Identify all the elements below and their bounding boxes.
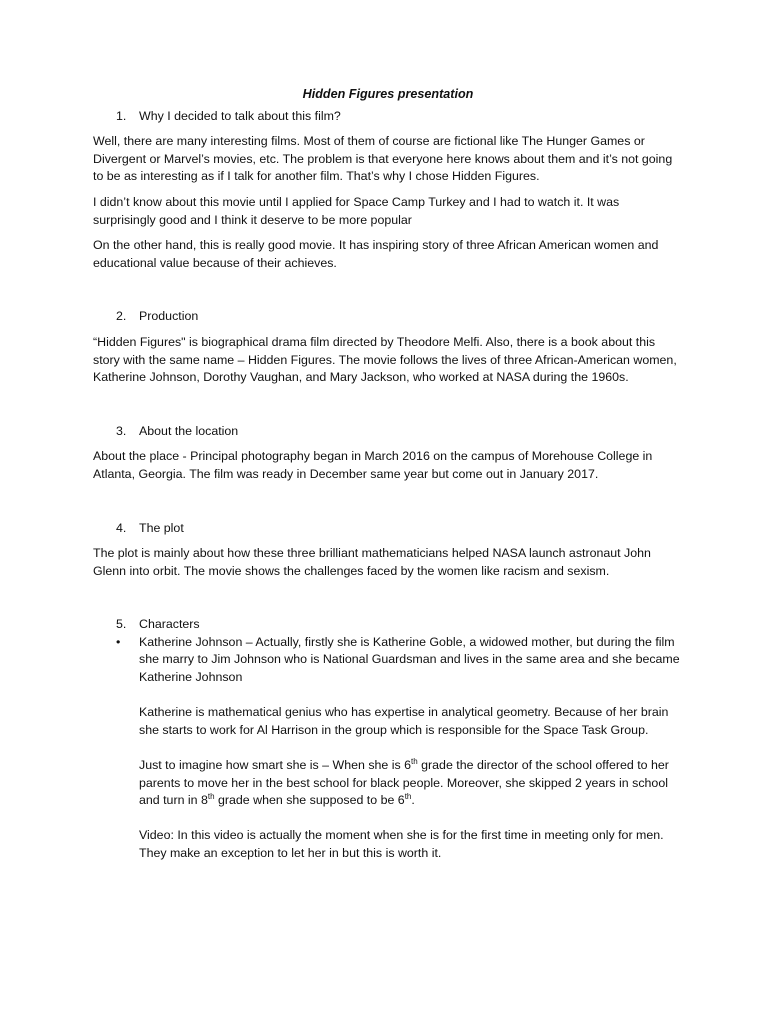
superscript: th: [207, 792, 215, 802]
section-number-4: 4.: [116, 520, 127, 535]
text-run: grade when she supposed to be 6: [214, 793, 405, 808]
document-page: [93, 86, 683, 863]
bullet-paragraph-grades: [139, 757, 683, 810]
bullet-paragraph: Katherine is mathematical genius who has expertise in analytical geometry. Because of her brain she starts to work for Al Harrison in the group which is responsible for the Space Task Group.: [139, 705, 669, 737]
section-heading-1: [93, 108, 683, 126]
paragraph: I didn’t know about this movie until I applied for Space Camp Turkey and I had to watch it. It was surprisingly good and I think it deserve to be more popular: [93, 194, 620, 227]
paragraph: About the place - Principal photography began in March 2016 on the campus of Morehouse College in Atlanta, Georgia. The film was ready in December same year but come out in January 2017.: [93, 449, 653, 481]
section-heading-5: [93, 616, 683, 634]
superscript: th: [404, 792, 412, 802]
paragraph: Well, there are many interesting films. Most of them of course are fictional like The Hunger Games or Divergent or Marvel’s movies, etc. The problem is that everyone here knows about them and it’s not going to be as interesting as if I talk for another film. That’s why I chose Hidden Figures.: [93, 134, 673, 184]
paragraph: The plot is mainly about how these three brilliant mathematicians helped NASA launch astronaut John Glenn into orbit. The movie shows the challenges faced by the women like racism and sexism.: [93, 546, 651, 578]
section-title-3: About the location: [139, 423, 239, 438]
section-number-1: 1.: [116, 108, 127, 123]
section-title-5: Characters: [139, 617, 200, 632]
paragraph: “Hidden Figures" is biographical drama film directed by Theodore Melfi. Also, there is a book about this story with the same name – Hidden Figures. The movie follows the lives of three African-American women, Katherine Johnson, Dorothy Vaughan, and Mary Jackson, who worked at NASA during the 1960s.: [93, 334, 677, 385]
section-title-1: Why I decided to talk about this film?: [139, 108, 341, 123]
section-number-3: 3.: [116, 423, 127, 438]
paragraph: On the other hand, this is really good movie. It has inspiring story of three African American women and educational value because of their achieves.: [93, 238, 659, 270]
text-run: .: [411, 793, 415, 808]
section-number-5: 5.: [116, 617, 127, 632]
section-heading-3: [93, 423, 683, 441]
section-title-4: The plot: [139, 520, 184, 535]
section-heading-2: [93, 308, 683, 326]
section-title-2: Production: [139, 309, 199, 324]
text-run: Just to imagine how smart she is – When she is 6: [139, 758, 412, 773]
bullet-icon: •: [116, 634, 121, 649]
bullet-paragraph: Katherine Johnson – Actually, firstly she is Katherine Goble, a widowed mother, but during the film she marry to Jim Johnson who is National Guardsman and lives in the same area and she became Katherine Johnson: [139, 634, 680, 685]
text-run: grade the director of the school offered to her parents to move her in the best school for black people. Moreover, she skipped 2 years in school and turn in 8: [139, 758, 669, 808]
section-heading-4: [93, 520, 683, 538]
document-title: Hidden Figures presentation: [302, 87, 474, 101]
superscript: th: [411, 757, 418, 767]
bullet-item-katherine: [93, 634, 683, 863]
section-number-2: 2.: [116, 309, 127, 324]
bullet-paragraph: Video: In this video is actually the moment when she is for the first time in meeting only for men. They make an exception to let her in but this is worth it.: [139, 828, 664, 860]
